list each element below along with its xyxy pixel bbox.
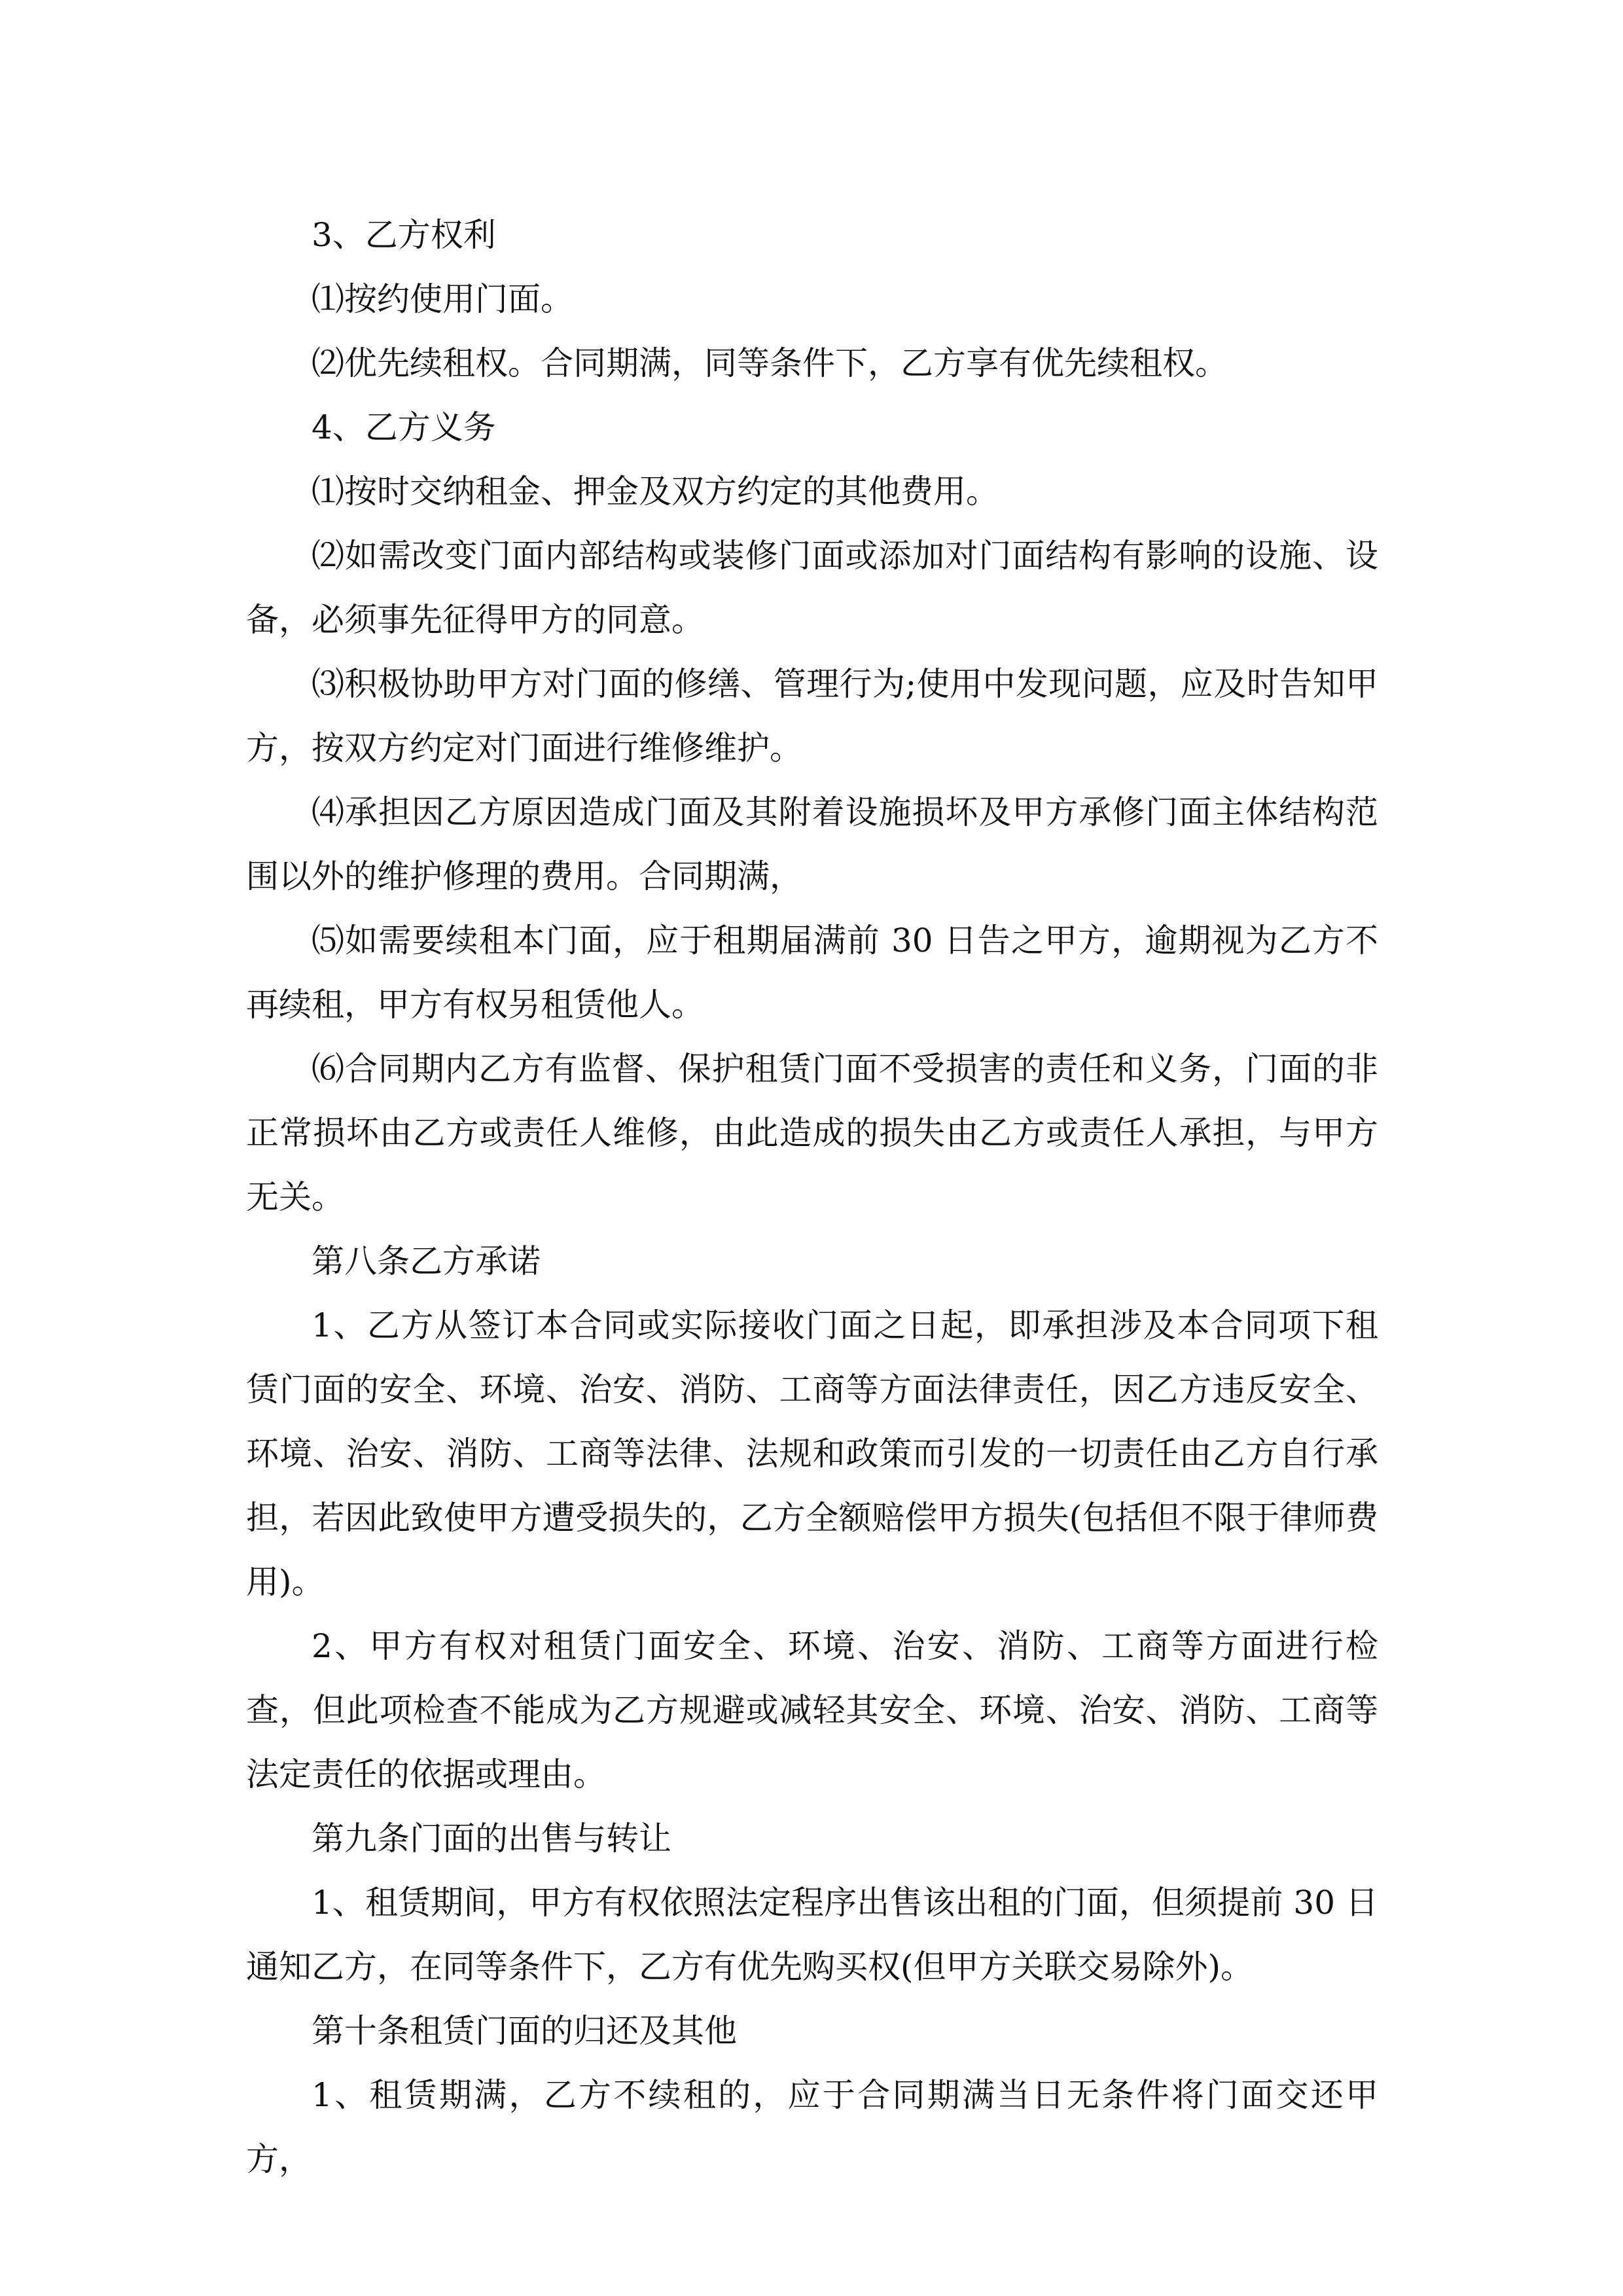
- paragraph-item: ⑷承担因乙方原因造成门面及其附着设施损坏及甲方承修门面主体结构范围以外的维护修理的费用。合同期满，: [246, 793, 1378, 895]
- paragraph-item: 1、租赁期间，甲方有权依照法定程序出售该出租的门面，但须提前 30 日通知乙方，在同等条件下，乙方有优先购买权(但甲方关联交易除外)。: [246, 1884, 1378, 1986]
- article-9-heading: 第九条门面的出售与转让: [312, 1820, 671, 1857]
- document-body: [246, 203, 1378, 2191]
- paragraph-item: ⑴按时交纳租金、押金及双方约定的其他费用。: [312, 473, 999, 511]
- paragraph-item: 1、租赁期满，乙方不续租的，应于合同期满当日无条件将门面交还甲方，: [246, 2076, 1378, 2178]
- paragraph-item: ⑵优先续租权。合同期满，同等条件下，乙方享有优先续租权。: [312, 344, 1228, 382]
- paragraph-item: ⑶积极协助甲方对门面的修缮、管理行为;使用中发现问题，应及时告知甲方，按双方约定对门面进行维修维护。: [246, 665, 1378, 767]
- paragraph-item: ⑵如需改变门面内部结构或装修门面或添加对门面结构有影响的设施、设备，必须事先征得甲方的同意。: [246, 537, 1378, 639]
- paragraph-item: 2、甲方有权对租赁门面安全、环境、治安、消防、工商等方面进行检查，但此项检查不能成为乙方规避或减轻其安全、环境、治安、消防、工商等法定责任的依据或理由。: [246, 1627, 1378, 1793]
- paragraph-section-3-heading: 3、乙方权利: [312, 216, 496, 254]
- paragraph-section-4-heading: 4、乙方义务: [312, 408, 496, 446]
- paragraph-item: ⑴按约使用门面。: [312, 280, 573, 318]
- paragraph-item: 1、乙方从签订本合同或实际接收门面之日起，即承担涉及本合同项下租赁门面的安全、环境、治安、消防、工商等方面法律责任，因乙方违反安全、环境、治安、消防、工商等法律、法规和政策而引发的一切责任由乙方自行承担，若因此致使甲方遭受损失的，乙方全额赔偿甲方损失(包括但不限于律师费用)。: [246, 1306, 1378, 1601]
- article-8-heading: 第八条乙方承诺: [312, 1242, 541, 1280]
- article-10-heading: 第十条租赁门面的归还及其他: [312, 2012, 737, 2050]
- paragraph-item: ⑸如需要续租本门面，应于租期届满前 30 日告之甲方，逾期视为乙方不再续租，甲方有权另租赁他人。: [246, 922, 1378, 1024]
- paragraph-item: ⑹合同期内乙方有监督、保护租赁门面不受损害的责任和义务，门面的非正常损坏由乙方或责任人维修，由此造成的损失由乙方或责任人承担，与甲方无关。: [246, 1050, 1378, 1216]
